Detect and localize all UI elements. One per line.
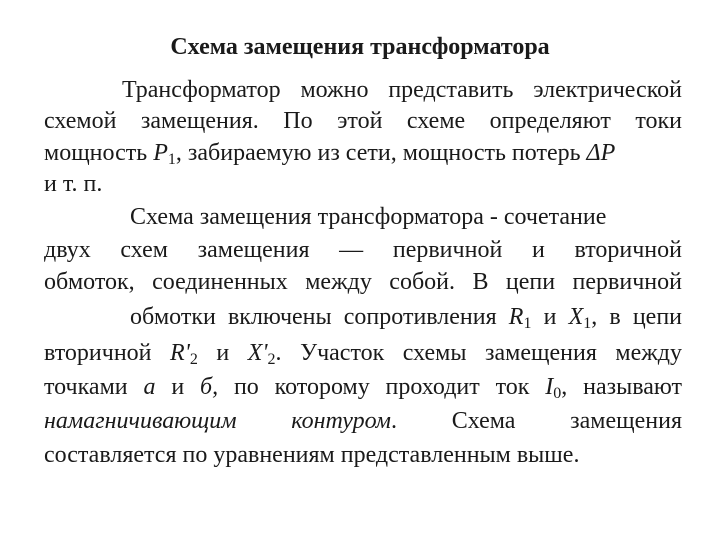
emphasis-term: намагничивающим контуром — [44, 408, 391, 434]
text-line-9: вторичной $R'_2$ и $X'_2$. Участок схемы замещения между — [44, 340, 683, 368]
text-line-3: мощность $P_1$, забираемую из сети, мощность потерь ΔP — [44, 140, 616, 168]
text-line-6: двух схем замещения — первичной и вторичной — [44, 237, 682, 263]
loss-symbol: ΔP — [586, 140, 616, 166]
text-line-8: обмотки включены сопротивления $R_1$ и $X_1$, в цепи — [130, 304, 683, 332]
text-line-12: составляется по уравнениям представленным выше. — [44, 442, 580, 468]
text-line-7: обмоток, соединенных между собой. В цепи первичной — [44, 269, 682, 295]
text-line-5: Схема замещения трансформатора - сочетание — [130, 204, 607, 230]
text-line-1: Трансформатор можно представить электрической — [122, 77, 682, 103]
power-symbol: P — [153, 140, 168, 166]
text-line-10: точками а и б, по которому проходит ток $I_0$, называют — [44, 374, 683, 402]
slide-title: Схема замещения трансформатора — [170, 34, 550, 60]
text-line-2: схемой замещения. По этой схеме определяют токи — [44, 108, 682, 134]
text-line-4: и т. п. — [44, 171, 103, 197]
text-line-11: намагничивающим контуром. Схема замещения — [44, 408, 682, 434]
